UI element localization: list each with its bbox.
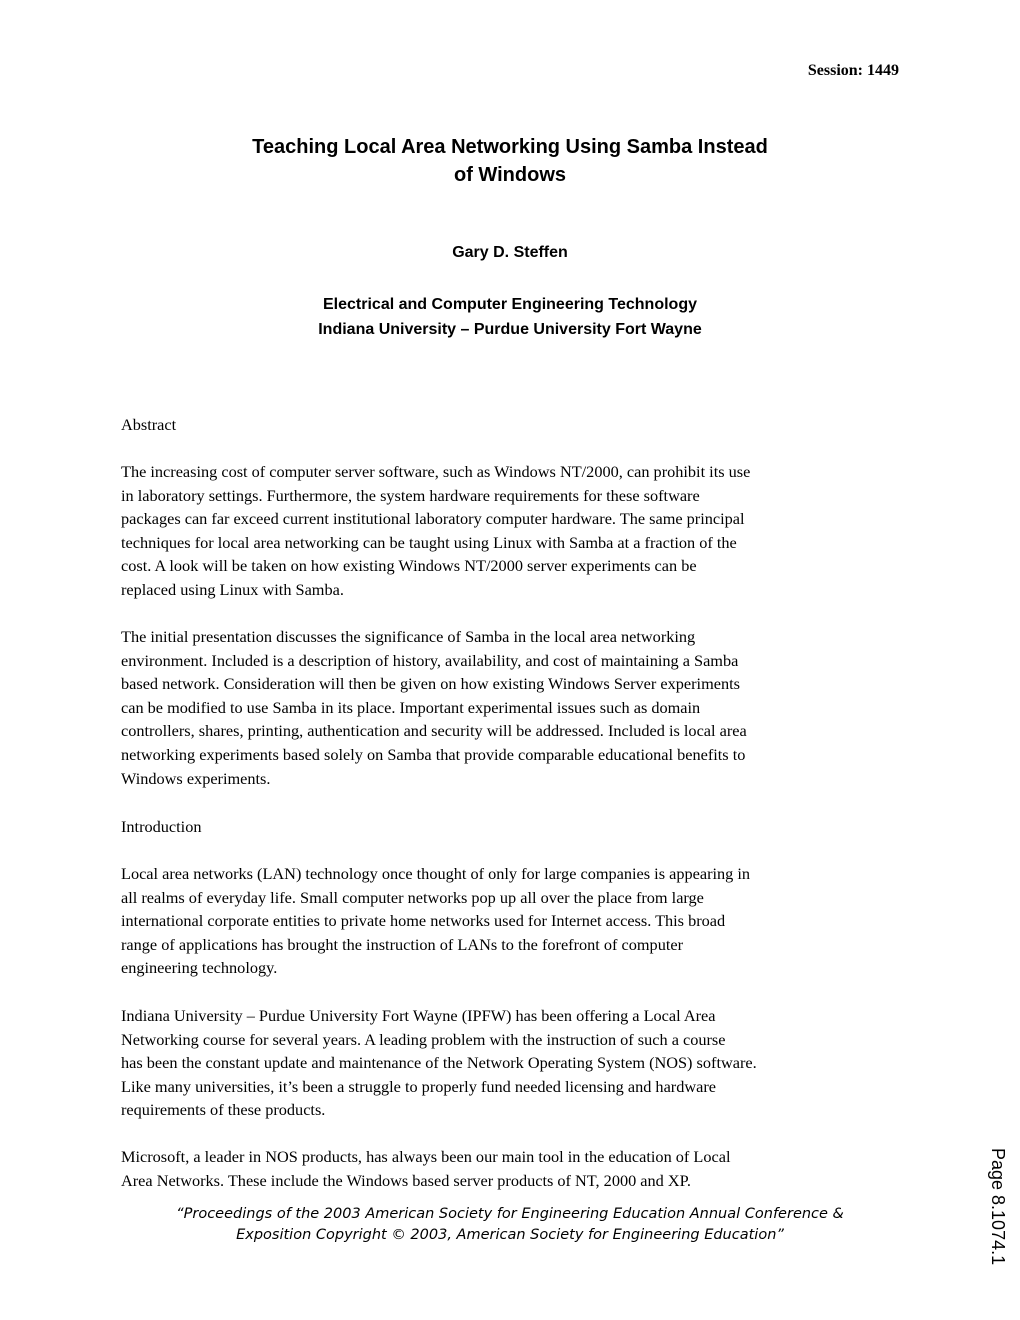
abstract-paragraph-1	[121, 460, 911, 602]
author-name: Gary D. Steffen	[452, 244, 568, 261]
text-line: can be modified to use Samba in its place. Important experimental issues such as domain	[121, 697, 701, 717]
proceedings-footer	[0, 1204, 1020, 1246]
text-line: international corporate entities to private home networks used for Internet access. This broad	[121, 911, 726, 931]
text-line: networking experiments based solely on Samba that provide comparable educational benefits to	[121, 744, 746, 764]
text-line: based network. Consideration will then be given on how existing Windows Server experiments	[121, 674, 740, 694]
text-line: techniques for local area networking can be taught using Linux with Samba at a fraction of the	[121, 532, 737, 552]
text-line: requirements of these products.	[121, 1100, 326, 1120]
introduction-paragraph-3	[121, 1145, 911, 1192]
introduction-paragraph-1	[121, 862, 911, 980]
title-line-1: Teaching Local Area Networking Using Samba Instead	[252, 136, 768, 158]
text-line: The increasing cost of computer server software, such as Windows NT/2000, can prohibit its use	[121, 462, 751, 481]
page-number: Page 8.1074.1	[988, 1148, 1008, 1266]
text-line: environment. Included is a description of history, availability, and cost of maintaining a Samba	[121, 650, 739, 670]
text-line: all realms of everyday life. Small computer networks pop up all over the place from large	[121, 887, 704, 907]
abstract-paragraph-2	[121, 625, 911, 790]
text-line: Networking course for several years. A leading problem with the instruction of such a course	[121, 1029, 726, 1049]
session-number: Session: 1449	[807, 62, 899, 79]
text-line: has been the constant update and maintenance of the Network Operating System (NOS) software.	[121, 1053, 757, 1073]
text-line: in laboratory settings. Furthermore, the system hardware requirements for these software	[121, 485, 700, 505]
title-line-2: of Windows	[453, 164, 567, 186]
text-line: Microsoft, a leader in NOS products, has always been our main tool in the education of Local	[121, 1147, 731, 1166]
affiliation-line-1: Electrical and Computer Engineering Technology	[323, 296, 697, 313]
footer-line-1: “Proceedings of the 2003 American Society for Engineering Education Annual Conference &	[176, 1206, 844, 1222]
text-line: Like many universities, it’s been a struggle to properly fund needed licensing and hardware	[121, 1076, 716, 1096]
abstract-heading: Abstract	[121, 415, 177, 434]
author-affiliation	[0, 292, 1020, 342]
paper-title	[0, 133, 1020, 189]
affiliation-line-2: Indiana University – Purdue University Fort Wayne	[318, 321, 702, 338]
text-line: range of applications has brought the instruction of LANs to the forefront of computer	[121, 934, 684, 954]
text-line: Local area networks (LAN) technology once thought of only for large companies is appearing in	[121, 864, 751, 883]
text-line: controllers, shares, printing, authentication and security will be addressed. Included is local area	[121, 721, 747, 741]
text-line: packages can far exceed current institutional laboratory computer hardware. The same principal	[121, 509, 745, 529]
introduction-paragraph-2	[121, 1004, 911, 1122]
introduction-heading: Introduction	[121, 817, 202, 836]
text-line: The initial presentation discusses the significance of Samba in the local area networking	[121, 627, 696, 646]
text-line: replaced using Linux with Samba.	[121, 579, 344, 599]
text-line: Area Networks. These include the Windows based server products of NT, 2000 and XP.	[121, 1170, 691, 1190]
text-line: Indiana University – Purdue University Fort Wayne (IPFW) has been offering a Local Area	[121, 1006, 716, 1025]
text-line: Windows experiments.	[121, 768, 271, 788]
text-line: engineering technology.	[121, 958, 278, 978]
footer-line-2: Exposition Copyright © 2003, American Society for Engineering Education”	[236, 1227, 784, 1243]
text-line: cost. A look will be taken on how existing Windows NT/2000 server experiments can be	[121, 556, 697, 576]
